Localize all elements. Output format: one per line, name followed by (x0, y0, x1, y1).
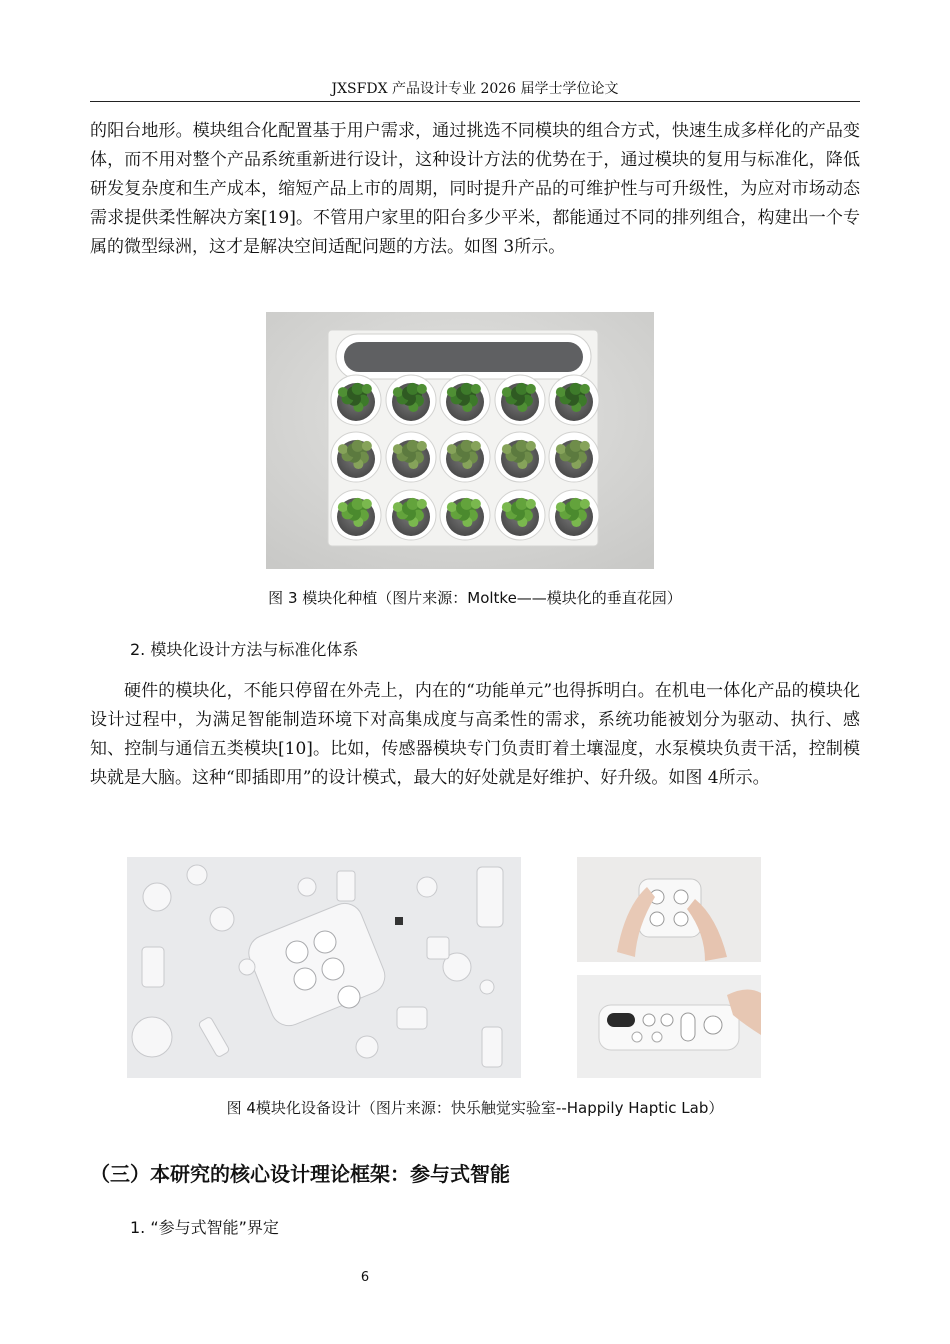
figure-4-main-image (127, 857, 521, 1078)
figure-4-hands-image (577, 857, 761, 962)
running-header: JXSFDX 产品设计专业 2026 届学士学位论文 (331, 81, 619, 97)
figure-4-panel-image (577, 975, 761, 1078)
page-number: 6 (360, 1270, 370, 1285)
paragraph-hardware-modules: 硬件的模块化，不能只停留在外壳上，内在的“功能单元”也得拆明白。在机电一体化产品的模块化设计过程中，为满足智能制造环境下对高集成度与高柔性的需求，系统功能被划分为驱动、执行、感知、控制与通信五类模块[10]。比如，传感器模块专门负责盯着土壤湿度，水泵模块负责干活，控制模块就是大脑。这种“即插即用”的设计模式，最大的好处就是好维护、好升级。如图 4所示。 (90, 681, 860, 788)
figure-4-caption: 图 4模块化设备设计（图片来源：快乐触觉实验室--Happily Haptic Lab） (226, 1099, 724, 1117)
header-rule (90, 101, 860, 102)
figure-3-caption: 图 3 模块化种植（图片来源：Moltke——模块化的垂直花园） (268, 589, 682, 607)
subheading-participatory-definition: 1. “参与式智能”界定 (130, 1218, 279, 1237)
figure-3-modular-planting-image (266, 312, 654, 569)
paragraph-modular-config: 的阳台地形。模块组合化配置基于用户需求，通过挑选不同模块的组合方式，快速生成多样化的产品变体，而不用对整个产品系统重新进行设计，这种设计方法的优势在于，通过模块的复用与标准化，降低研发复杂度和生产成本，缩短产品上市的周期，同时提升产品的可维护性与可升级性，为应对市场动态需求提供柔性解决方案[19]。不管用户家里的阳台多少平米，都能通过不同的排列组合，构建出一个专属的微型绿洲，这才是解决空间适配问题的方法。如图 3所示。 (90, 121, 860, 257)
section-heading-participatory-intelligence: （三）本研究的核心设计理论框架：参与式智能 (90, 1162, 510, 1186)
subheading-modular-method: 2. 模块化设计方法与标准化体系 (130, 640, 359, 659)
